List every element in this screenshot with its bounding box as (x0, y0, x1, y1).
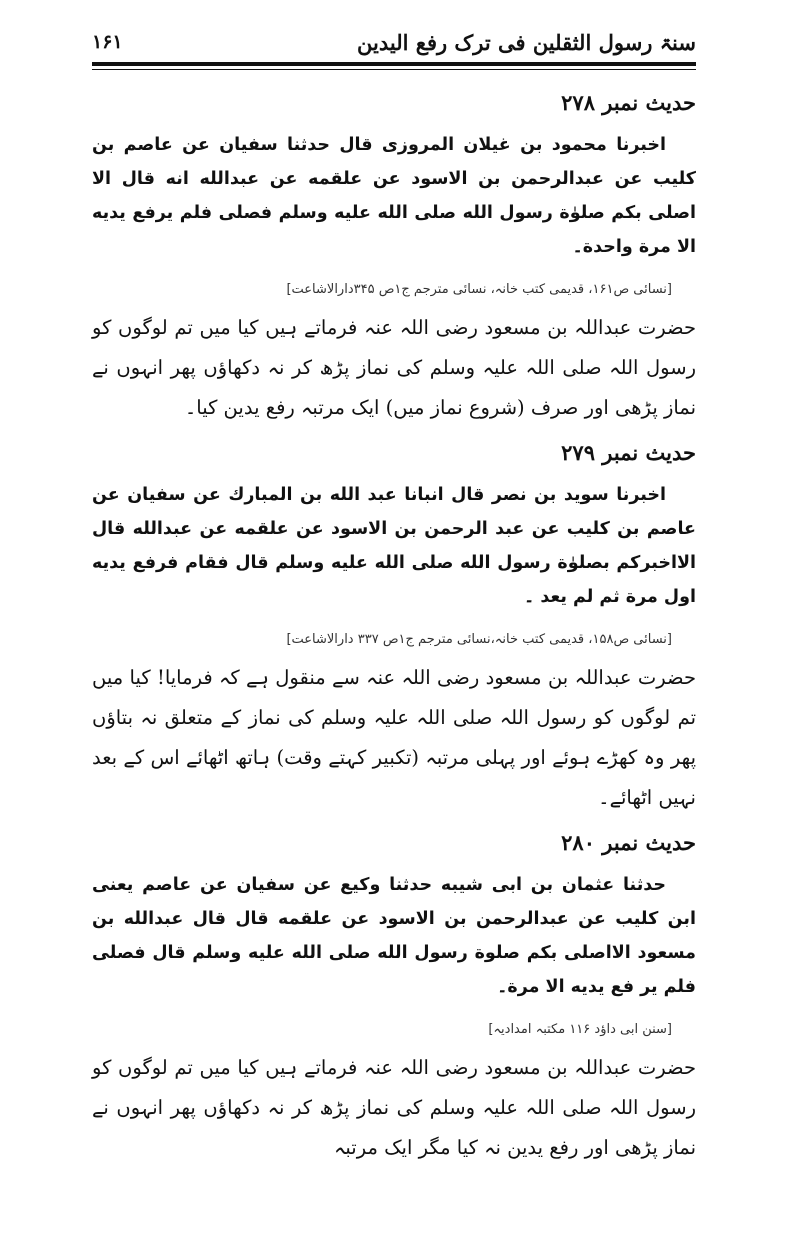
source-reference: [نسائی ص۱۶۱، قدیمی کتب خانہ، نسائی مترجم ج۱ص ۳۴۵دارالاشاعت] (286, 282, 672, 297)
urdu-translation: حضرت عبداللہ بن مسعود رضی اللہ عنہ سے منقول ہے کہ فرمایا! کیا میں تم لوگوں کو رسول اللہ صلی اللہ علیہ وسلم کی نماز کے متعلق نہ بتاؤں پھر وہ کھڑے ہوئے اور پہلی مرتبہ (تکبیر کہتے وقت) ہاتھ اٹھائے اس کے بعد نہیں اٹھائے۔ (92, 666, 697, 809)
arabic-text: اخبرنا سوید بن نصر قال انبانا عبد الله بن المبارك عن سفیان عن عاصم بن کلیب عن عبد الرحمن بن الاسود عن علقمه عن عبدالله قال الااخبرکم بصلوٰة رسول الله صلی الله علیه وسلم قال فقام فرفع یدیه اول مرة ثم لم یعد ۔ (92, 485, 696, 607)
urdu-translation: حضرت عبداللہ بن مسعود رضی اللہ عنہ فرماتے ہیں کیا میں تم لوگوں کو رسول اللہ صلی اللہ علیہ وسلم کی نماز پڑھ کر نہ دکھاؤں پھر انہوں نے نماز پڑھی اور رفع یدین نہ کیا مگر ایک مرتبہ (92, 1056, 696, 1159)
header-rule-thick (92, 62, 696, 66)
hadith-heading: حدیث نمبر ۲۸۰ (561, 830, 696, 855)
hadith-heading: حدیث نمبر ۲۷۸ (561, 90, 696, 115)
running-title: سنۃ رسول الثقلین فی ترک رفع الیدین (357, 29, 696, 55)
hadith-280 (92, 818, 696, 1168)
source-reference: [نسائی ص۱۵۸، قدیمی کتب خانہ،نسائی مترجم ج۱ص ۳۳۷ دارالاشاعت] (286, 632, 672, 647)
hadith-278 (92, 78, 696, 428)
hadith-279 (92, 428, 696, 818)
hadith-heading: حدیث نمبر ۲۷۹ (561, 440, 696, 465)
urdu-translation: حضرت عبداللہ بن مسعود رضی اللہ عنہ فرماتے ہیں کیا میں تم لوگوں کو رسول اللہ صلی اللہ علیہ وسلم کی نماز پڑھ کر نہ دکھاؤں پھر انہوں نے نماز پڑھی اور صرف (شروع نماز میں) ایک مرتبہ رفع یدین کیا۔ (92, 316, 696, 419)
arabic-text: حدثنا عثمان بن ابی شیبه حدثنا وکیع عن سفیان عن عاصم یعنی ابن کلیب عن عبدالرحمن بن الاسود عن علقمه قال قال عبدالله بن مسعود الااصلی بکم صلوة رسول الله صلی الله علیه وسلم قال فصلی فلم یر فع یدیه الا مرة۔ (92, 875, 696, 997)
page-body (92, 78, 696, 1168)
page-number: ۱۶۱ (92, 31, 123, 53)
arabic-text: اخبرنا محمود بن غیلان المروزی قال حدثنا سفیان عن عاصم بن کلیب عن عبدالرحمن بن الاسود عن علقمه عن عبدالله انه قال الا اصلی بکم صلوٰة رسول الله صلی الله علیه وسلم فصلی فلم یرفع یدیه الا مرة واحدة۔ (92, 135, 696, 257)
source-reference: [سنن ابی داؤد ۱۱۶ مکتبہ امدادیہ] (488, 1022, 672, 1037)
header-rule-thin (92, 69, 696, 70)
page-header (92, 22, 696, 62)
